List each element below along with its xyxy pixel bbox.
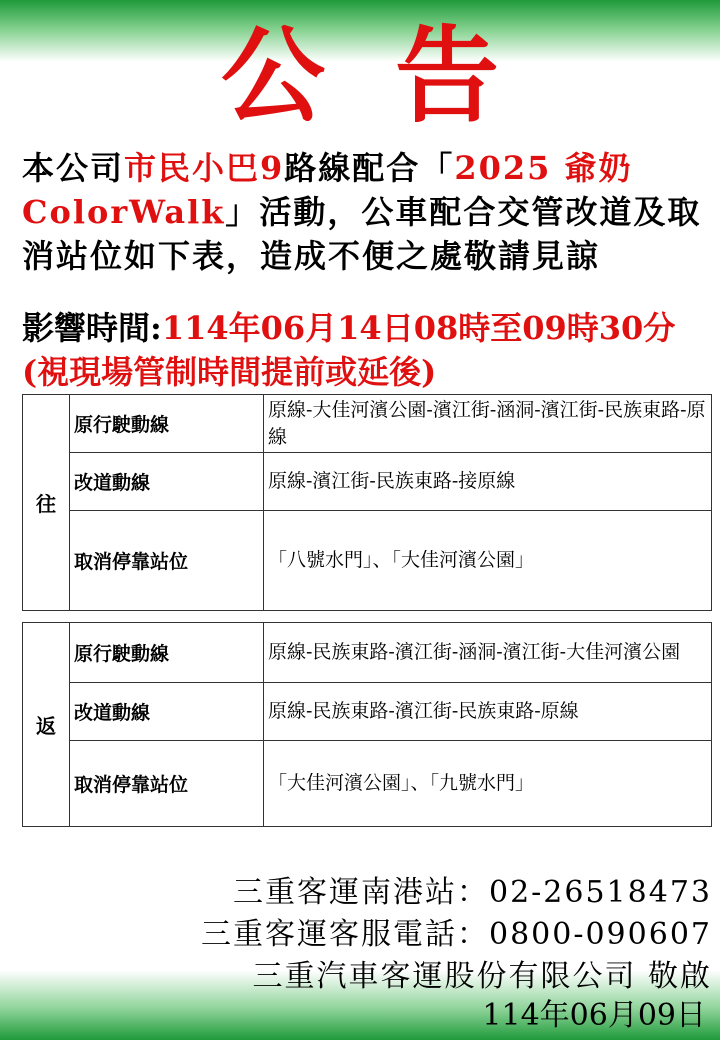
intro-text-2: 路線配合「 [284, 149, 455, 187]
row-value: 原線-濱江街-民族東路-接原線 [264, 453, 712, 511]
intro-text-3: 」活動，公車配合交管改道及取消站位如下表，造成不便之處敬請見諒 [22, 193, 702, 275]
notice-date: 114年06月09日 [482, 998, 706, 1033]
table-row [23, 511, 712, 611]
impact-time: 114年06月14日08時至09時30分 [161, 309, 676, 347]
intro-text-1: 本公司 [22, 149, 125, 187]
row-value: 原線-民族東路-濱江街-涵洞-濱江街-大佳河濱公園 [264, 623, 712, 683]
row-label: 取消停靠站位 [70, 741, 264, 827]
row-value: 原線-民族東路-濱江街-民族東路-原線 [264, 683, 712, 741]
event-name: 2025 爺奶ColorWalk [22, 149, 633, 231]
station-phone: 三重客運南港站：02-26518473 [232, 875, 712, 910]
table-row [23, 395, 712, 453]
row-label: 改道動線 [70, 453, 264, 511]
impact-time-block [22, 306, 712, 394]
notice-body [22, 146, 712, 278]
table-row [23, 683, 712, 741]
company-signature: 三重汽車客運股份有限公司 敬啟 [252, 959, 712, 994]
row-value: 原線-大佳河濱公園-濱江街-涵洞-濱江街-民族東路-原線 [264, 395, 712, 453]
contact-footer [201, 872, 712, 998]
outbound-table [22, 394, 712, 611]
row-label: 原行駛動線 [70, 395, 264, 453]
direction-outbound: 往 [23, 395, 70, 611]
impact-label: 影響時間: [22, 309, 162, 347]
row-label: 改道動線 [70, 683, 264, 741]
table-row [23, 453, 712, 511]
row-label: 取消停靠站位 [70, 511, 264, 611]
notice-title: 公告 [220, 15, 569, 137]
direction-inbound: 返 [23, 623, 70, 827]
table-row [23, 741, 712, 827]
route-name: 市民小巴9 [124, 149, 285, 187]
impact-line [22, 306, 712, 350]
table-row [23, 623, 712, 683]
impact-note: (視現場管制時間提前或延後) [22, 353, 437, 391]
service-phone: 三重客運客服電話：0800-090607 [200, 917, 712, 952]
row-value: 「八號水門」、「大佳河濱公園」 [264, 511, 712, 611]
inbound-table [22, 622, 712, 827]
row-label: 原行駛動線 [70, 623, 264, 683]
row-value: 「大佳河濱公園」、「九號水門」 [264, 741, 712, 827]
